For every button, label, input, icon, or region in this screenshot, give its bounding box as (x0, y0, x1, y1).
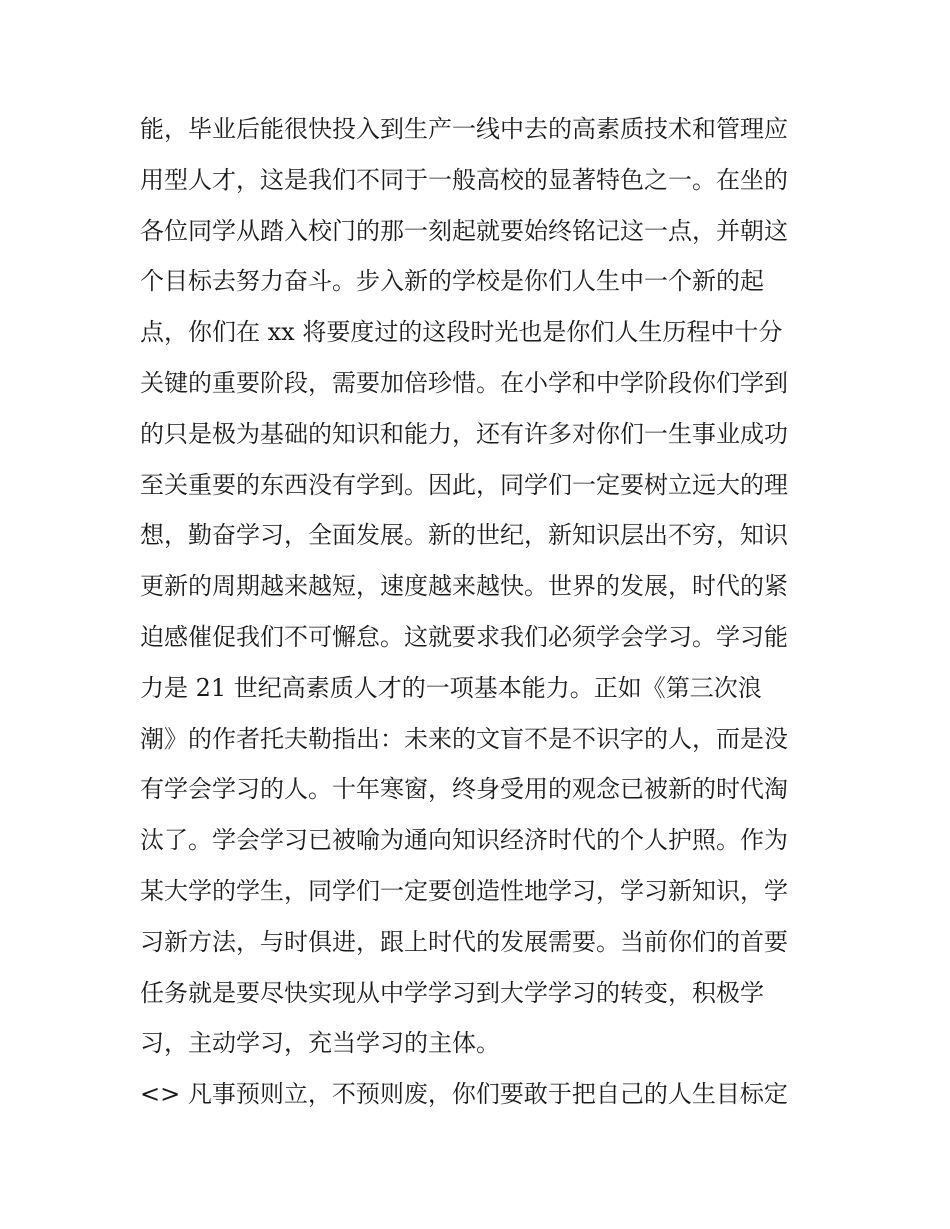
text-line: 潮》的作者托夫勒指出：未来的文盲不是不识字的人，而是没 (140, 724, 788, 753)
text-line: 迫感催促我们不可懈怠。这就要求我们必须学会学习。学习能 (140, 622, 788, 651)
text-line: 能，毕业后能很快投入到生产一线中去的高素质技术和管理应 (140, 115, 788, 143)
text-line: 点，你们在 xx 将要度过的这段时光也是你们人生历程中十分 (140, 318, 783, 347)
text-line: 至关重要的东西没有学到。因此，同学们一定要树立远大的理 (140, 470, 788, 499)
text-line: 想，勤奋学习，全面发展。新的世纪，新知识层出不穷，知识 (140, 521, 788, 550)
text-line: 更新的周期越来越短，速度越来越快。世界的发展，时代的紧 (140, 572, 788, 601)
text-line: 个目标去努力奋斗。步入新的学校是你们人生中一个新的起 (140, 267, 764, 296)
text-line: 各位同学从踏入校门的那一刻起就要始终铭记这一点，并朝这 (140, 216, 788, 245)
body-text (140, 104, 820, 1120)
text-line: 汰了。学会学习已被喻为通向知识经济时代的个人护照。作为 (140, 826, 788, 855)
text-line: 习新方法，与时俱进，跟上时代的发展需要。当前你们的首要 (140, 927, 788, 956)
text-line: 任务就是要尽快实现从中学学习到大学学习的转变，积极学 (140, 978, 764, 1007)
text-line: 有学会学习的人。十年寒窗，终身受用的观念已被新的时代淘 (140, 775, 788, 804)
text-line: 关键的重要阶段，需要加倍珍惜。在小学和中学阶段你们学到 (140, 368, 788, 397)
text-line: <> 凡事预则立，不预则废，你们要敢于把自己的人生目标定 (140, 1080, 788, 1109)
text-line: 习，主动学习，充当学习的主体。 (140, 1029, 500, 1058)
text-line: 用型人才，这是我们不同于一般高校的显著特色之一。在坐的 (140, 165, 788, 194)
text-line: 力是 21 世纪高素质人才的一项基本能力。正如《第三次浪 (140, 673, 762, 702)
text-line: 某大学的学生，同学们一定要创造性地学习，学习新知识，学 (140, 876, 788, 905)
text-line: 的只是极为基础的知识和能力，还有许多对你们一生事业成功 (140, 419, 788, 448)
